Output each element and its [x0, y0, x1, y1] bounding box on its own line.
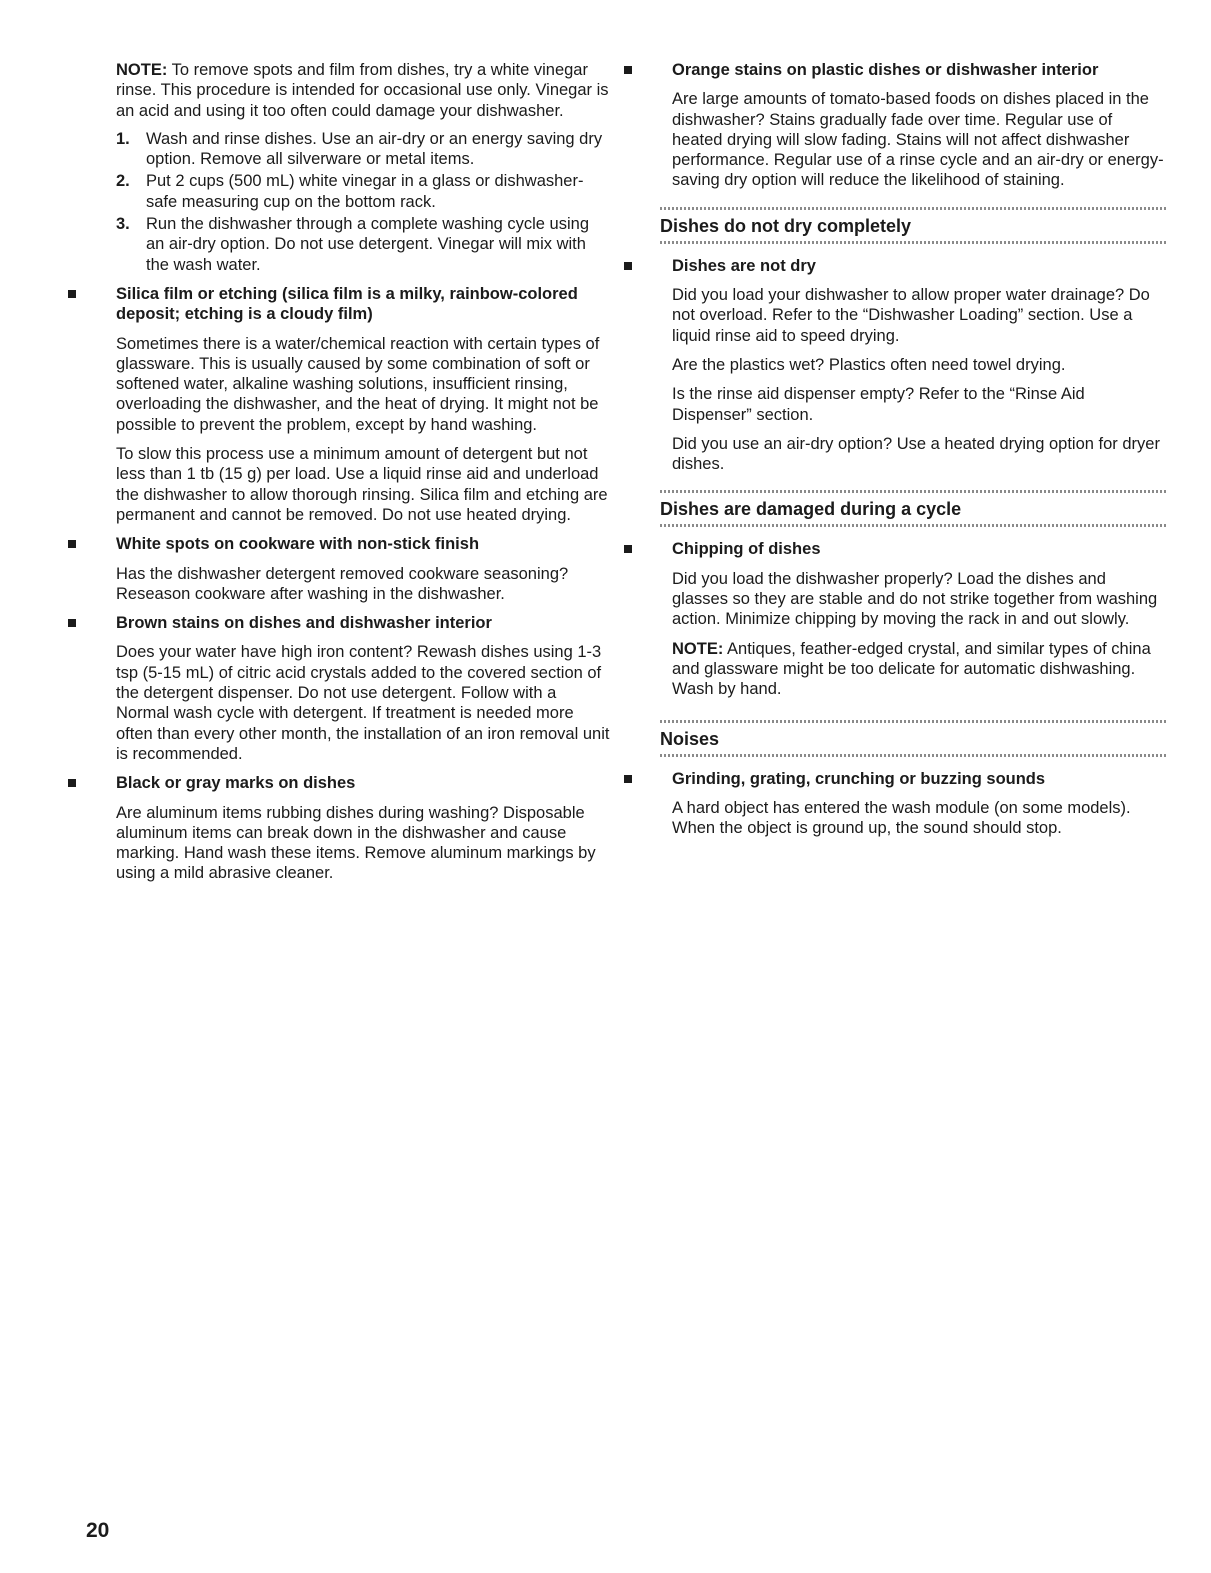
note-label: NOTE: — [116, 61, 168, 79]
bullet-square-icon — [68, 619, 76, 627]
black-marks-paragraph: Are aluminum items rubbing dishes during washing? Disposable aluminum items can break down in the dishwasher and cause marking. Hand wash these items. Remove aluminum markings by using a mild abrasive cleaner. — [116, 803, 596, 883]
step-number: 3. — [116, 215, 130, 234]
bullet-square-icon — [624, 775, 632, 783]
not-dry-heading-text: Dishes are not dry — [672, 256, 816, 275]
white-spots-heading — [116, 534, 610, 554]
step-text: Run the dishwasher through a complete washing cycle using an air-dry option. Do not use detergent. Vinegar will mix with the wash water. — [146, 215, 590, 274]
orange-stains-paragraph: Are large amounts of tomato-based foods on dishes placed in the dishwasher? Stains gradually fade over time. Regular use of heated drying will slow fading. Stains will not affect dishwasher performance. Regular use of a rinse cycle and an air-dry or energy-saving dry option will reduce the likelihood of staining. — [672, 90, 1164, 190]
left-column — [116, 60, 610, 893]
note-label: NOTE: — [672, 639, 724, 658]
step-number: 2. — [116, 172, 130, 191]
white-spots-heading-text: White spots on cookware with non-stick finish — [116, 535, 480, 554]
not-dry-paragraph-3: Is the rinse aid dispenser empty? Refer to the “Rinse Aid Dispenser” section. — [672, 385, 1085, 424]
not-dry-heading — [672, 256, 1166, 276]
chipping-heading — [672, 539, 1166, 559]
step-item — [116, 129, 610, 170]
right-column — [660, 60, 1166, 847]
section-title: Noises — [660, 728, 720, 749]
section-divider — [660, 524, 1166, 527]
section-divider — [660, 241, 1166, 244]
not-dry-paragraph-4: Did you use an air-dry option? Use a heated drying option for dryer dishes. — [672, 434, 1160, 474]
orange-stains-heading — [672, 60, 1166, 80]
grinding-heading — [672, 769, 1166, 789]
vinegar-note — [116, 60, 610, 121]
brown-stains-heading-text: Brown stains on dishes and dishwasher interior — [116, 614, 492, 633]
bullet-square-icon — [624, 545, 632, 553]
bullet-square-icon — [624, 66, 632, 74]
section-title: Dishes do not dry completely — [660, 215, 912, 236]
section-noises — [660, 720, 1166, 757]
note-text: To remove spots and film from dishes, try a white vinegar rinse. This procedure is intended for occasional use only. Vinegar is an acid and using it too often could damage your dishwasher. — [116, 61, 609, 120]
chipping-heading-text: Chipping of dishes — [672, 540, 821, 559]
step-item — [116, 171, 610, 212]
step-text: Wash and rinse dishes. Use an air-dry or an energy saving dry option. Remove all silverware or metal items. — [146, 129, 603, 169]
brown-stains-heading — [116, 613, 610, 633]
not-dry-paragraph-2: Are the plastics wet? Plastics often need towel drying. — [672, 355, 1066, 374]
vinegar-steps — [116, 129, 610, 275]
black-marks-heading-text: Black or gray marks on dishes — [116, 774, 356, 793]
grinding-paragraph: A hard object has entered the wash module (on some models). When the object is ground up, the sound should stop. — [672, 798, 1131, 838]
section-divider — [660, 754, 1166, 757]
section-damaged — [660, 490, 1166, 527]
silica-paragraph-1: Sometimes there is a water/chemical reaction with certain types of glassware. This is usually caused by some combination of soft or softened water, alkaline washing solutions, insufficient rinsing, overloading the dishwasher, and the heat of drying. It might not be possible to prevent the problem, except by hand washing. — [116, 334, 600, 434]
section-title: Dishes are damaged during a cycle — [660, 499, 962, 520]
bullet-square-icon — [68, 290, 76, 298]
not-dry-paragraph-1: Did you load your dishwasher to allow proper water drainage? Do not overload. Refer to the “Dishwasher Loading” section. Use a liquid rinse aid to speed drying. — [672, 286, 1150, 345]
note-text: Antiques, feather-edged crystal, and similar types of china and glassware might be too delicate for automatic dishwashing. Wash by hand. — [672, 639, 1151, 699]
chipping-paragraph: Did you load the dishwasher properly? Load the dishes and glasses so they are stable and do not strike together from washing action. Minimize chipping by moving the rack in and out slowly. — [672, 569, 1158, 629]
brown-stains-paragraph: Does your water have high iron content? Rewash dishes using 1-3 tsp (5-15 mL) of citric acid crystals added to the covered section of the detergent dispenser. Do not use detergent. Follow with a Normal wash cycle with detergent. If treatment is needed more often than every other month, the installation of an iron removal unit is recommended. — [116, 643, 610, 763]
bullet-square-icon — [68, 540, 76, 548]
silica-heading-text: Silica film or etching (silica film is a milky, rainbow-colored deposit; etching is a cloudy film) — [116, 284, 578, 324]
silica-paragraph-2: To slow this process use a minimum amount of detergent but not less than 1 tb (15 g) per load. Use a liquid rinse aid and underload the dishwasher to allow thorough rinsing. Silica film and etching are permanent and cannot be removed. Do not use heated drying. — [116, 445, 608, 524]
section-dry — [660, 207, 1166, 244]
bullet-square-icon — [624, 262, 632, 270]
bullet-square-icon — [68, 779, 76, 787]
orange-stains-heading-text: Orange stains on plastic dishes or dishwasher interior — [672, 61, 1099, 79]
page-number: 20 — [86, 1519, 110, 1542]
silica-heading — [116, 284, 610, 325]
step-number: 1. — [116, 129, 130, 148]
step-text: Put 2 cups (500 mL) white vinegar in a glass or dishwasher-safe measuring cup on the bottom rack. — [146, 172, 584, 211]
white-spots-paragraph: Has the dishwasher detergent removed cookware seasoning? Reseason cookware after washing in the dishwasher. — [116, 564, 569, 603]
step-item — [116, 214, 610, 275]
grinding-heading-text: Grinding, grating, crunching or buzzing sounds — [672, 769, 1046, 788]
black-marks-heading — [116, 773, 610, 793]
chipping-note — [672, 639, 1166, 700]
